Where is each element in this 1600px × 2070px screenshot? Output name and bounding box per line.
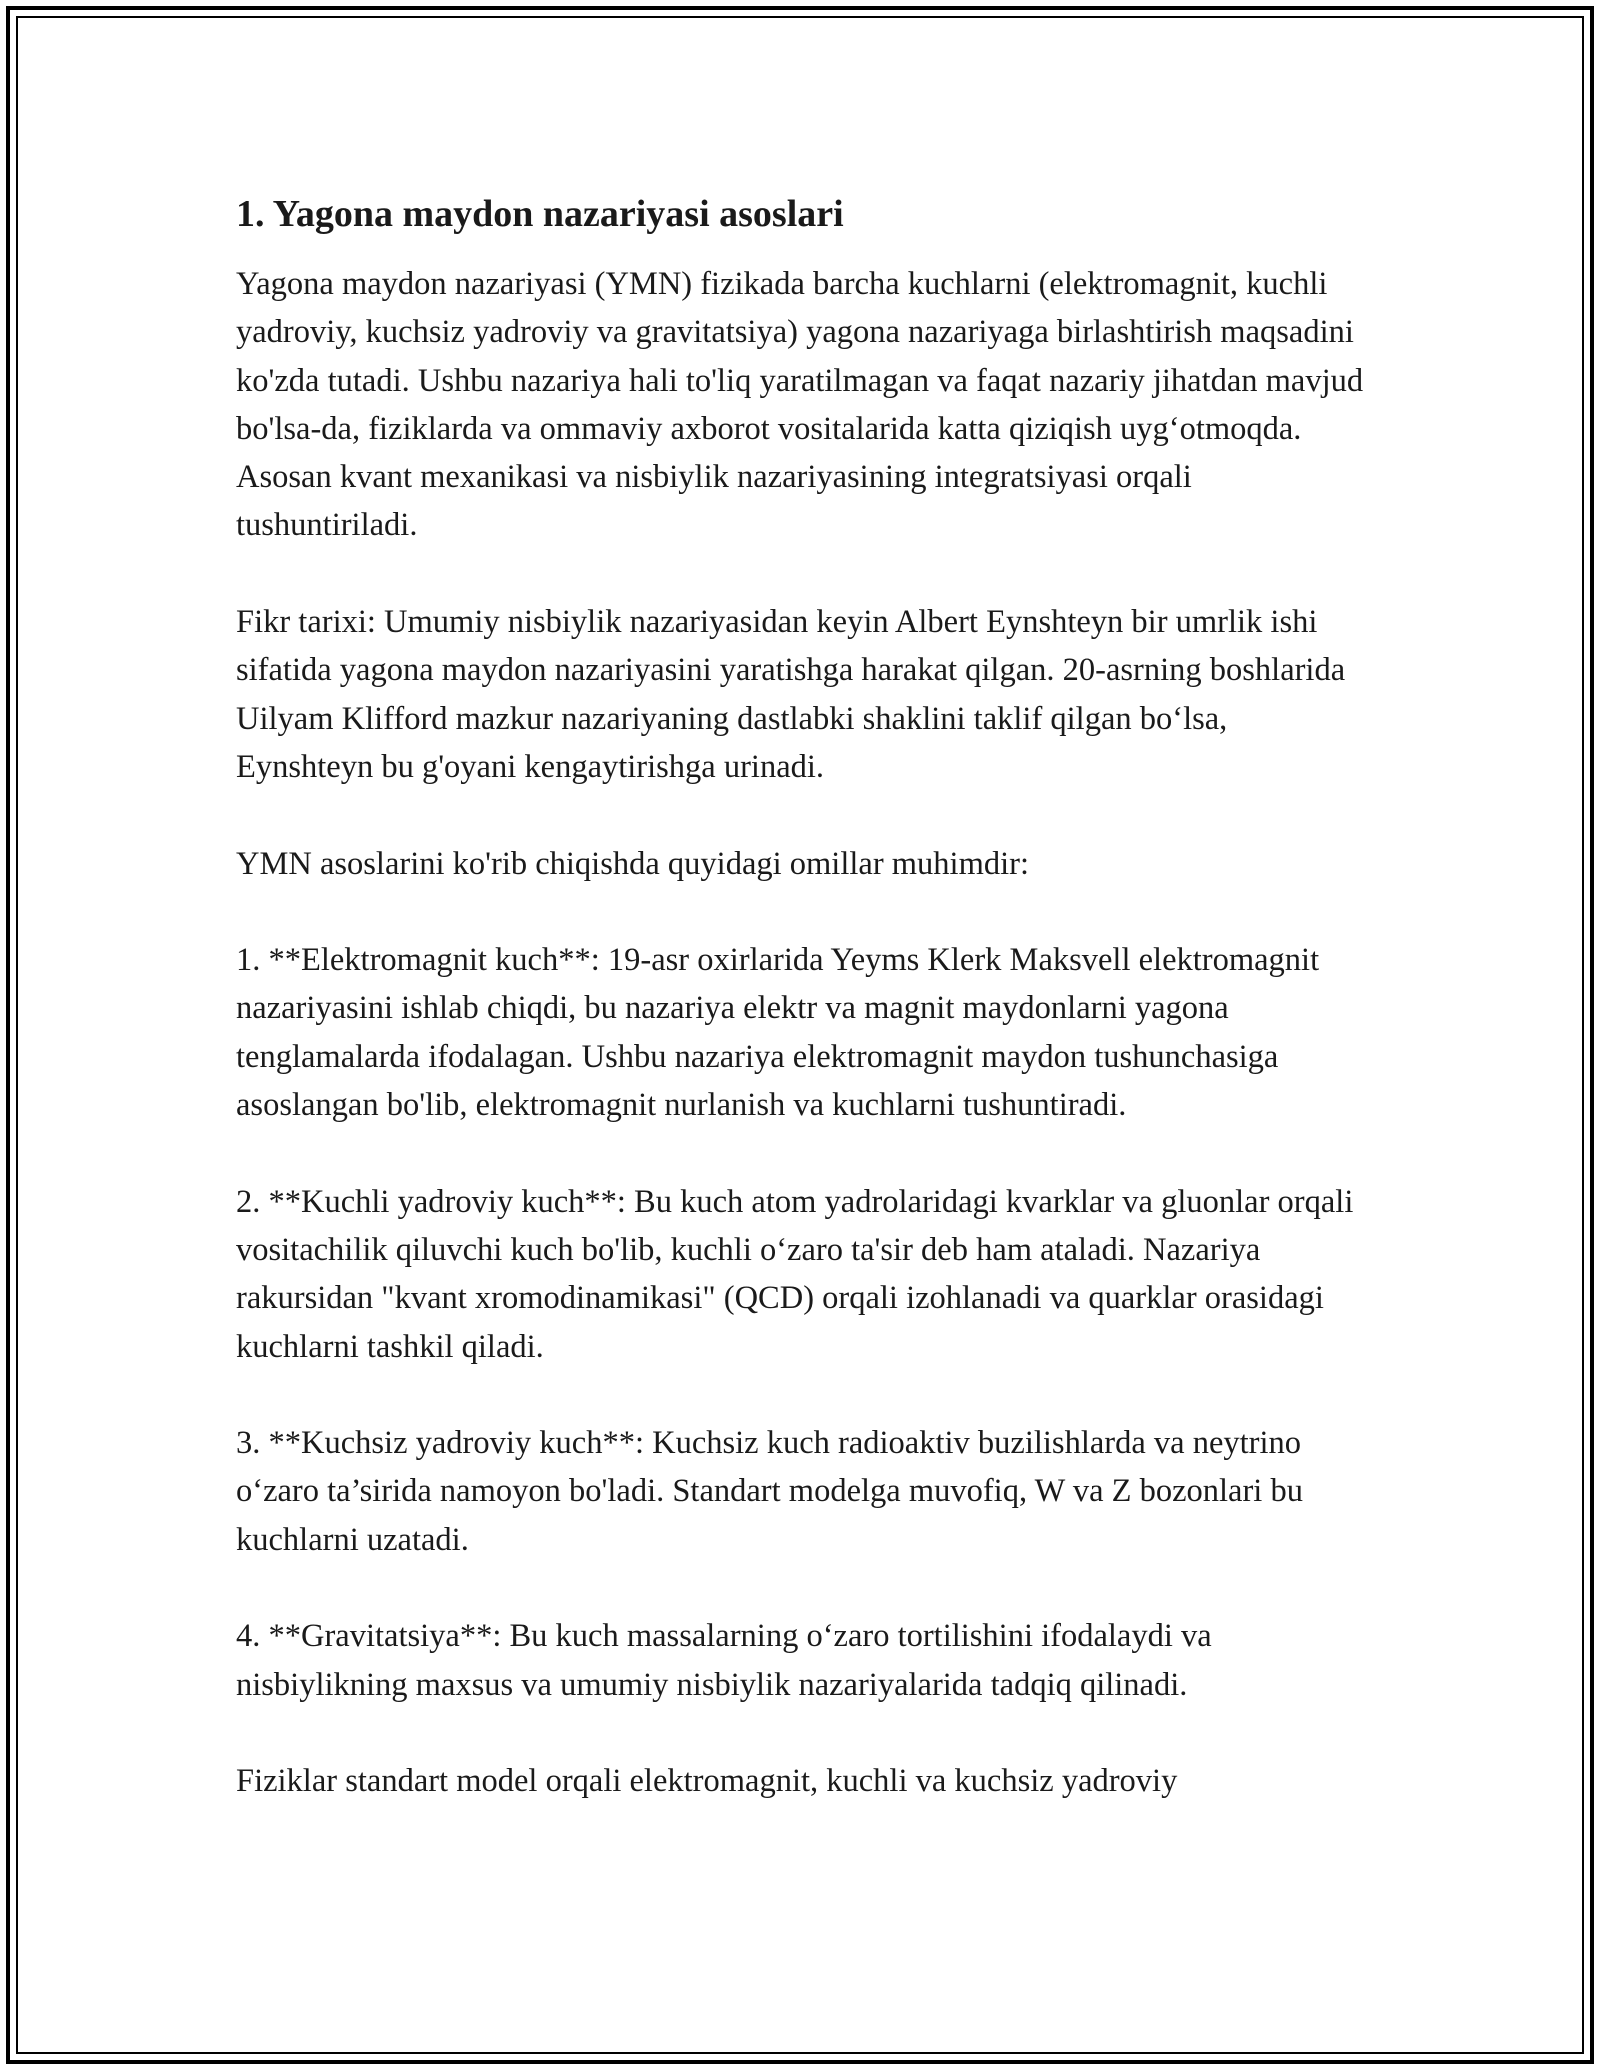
paragraph-intro: Yagona maydon nazariyasi (YMN) fizikada barcha kuchlarni (elektromagnit, kuchli yadroviy, kuchsiz yadroviy va gravitatsiya) yagona nazariyaga birlashtirish maqsadini ko'zda tutadi. Ushbu nazariya hali to'liq yaratilmagan va faqat nazariy jihatdan mavjud bo'lsa-da, fiziklarda va ommaviy axborot vositalarida katta qiziqish uyg‘otmoqda. Asosan kvant mexanikasi va nisbiylik nazariyasining integratsiyasi orqali tushuntiriladi. [236, 266, 1364, 544]
paragraph-gravitation: 4. **Gravitatsiya**: Bu kuch massalarning o‘zaro tortilishini ifodalaydi va nisbiylikning maxsus va umumiy nisbiylik nazariyalarida tadqiq qilinadi. [236, 1618, 1212, 1703]
paragraph-electromagnetic: 1. **Elektromagnit kuch**: 19-asr oxirlarida Yeyms Klerk Maksvell elektromagnit nazariyasini ishlab chiqdi, bu nazariya elektr va magnit maydonlarni yagona tenglamalarda ifodalagan. Ushbu nazariya elektromagnit maydon tushunchasiga asoslangan bo'lib, elektromagnit nurlanish va kuchlarni tushuntiradi. [236, 942, 1320, 1124]
section-heading: 1. Yagona maydon nazariyasi asoslari [236, 193, 844, 235]
paragraph-history: Fikr tarixi: Umumiy nisbiylik nazariyasidan keyin Albert Eynshteyn bir umrlik ishi sifatida yagona maydon nazariyasini yaratishga harakat qilgan. 20-asrning boshlarida Uilyam Klifford mazkur nazariyaning dastlabki shaklini taklif qilgan bo‘lsa, Eynshteyn bu g'oyani kengaytirishga urinadi. [236, 604, 1346, 785]
paragraph-weak-nuclear: 3. **Kuchsiz yadroviy kuch**: Kuchsiz kuch radioaktiv buzilishlarda va neytrino o‘zaro ta’sirida namoyon bo'ladi. Standart modelga muvofiq, W va Z bozonlari bu kuchlarni uzatadi. [236, 1425, 1303, 1558]
paragraph-factors-lead: YMN asoslarini ko'rib chiqishda quyidagi omillar muhimdir: [236, 845, 1029, 882]
paragraph-strong-nuclear: 2. **Kuchli yadroviy kuch**: Bu kuch atom yadrolaridagi kvarklar va gluonlar orqali vositachilik qiluvchi kuch bo'lib, kuchli o‘zaro ta'sir deb ham ataladi. Nazariya rakursidan "kvant xromodinamikasi" (QCD) orqali izohlanadi va quarklar orasidagi kuchlarni tashkil qiladi. [236, 1183, 1354, 1365]
paragraph-standard-model: Fiziklar standart model orqali elektromagnit, kuchli va kuchsiz yadroviy [236, 1763, 1178, 1800]
document-body [236, 188, 1366, 1806]
